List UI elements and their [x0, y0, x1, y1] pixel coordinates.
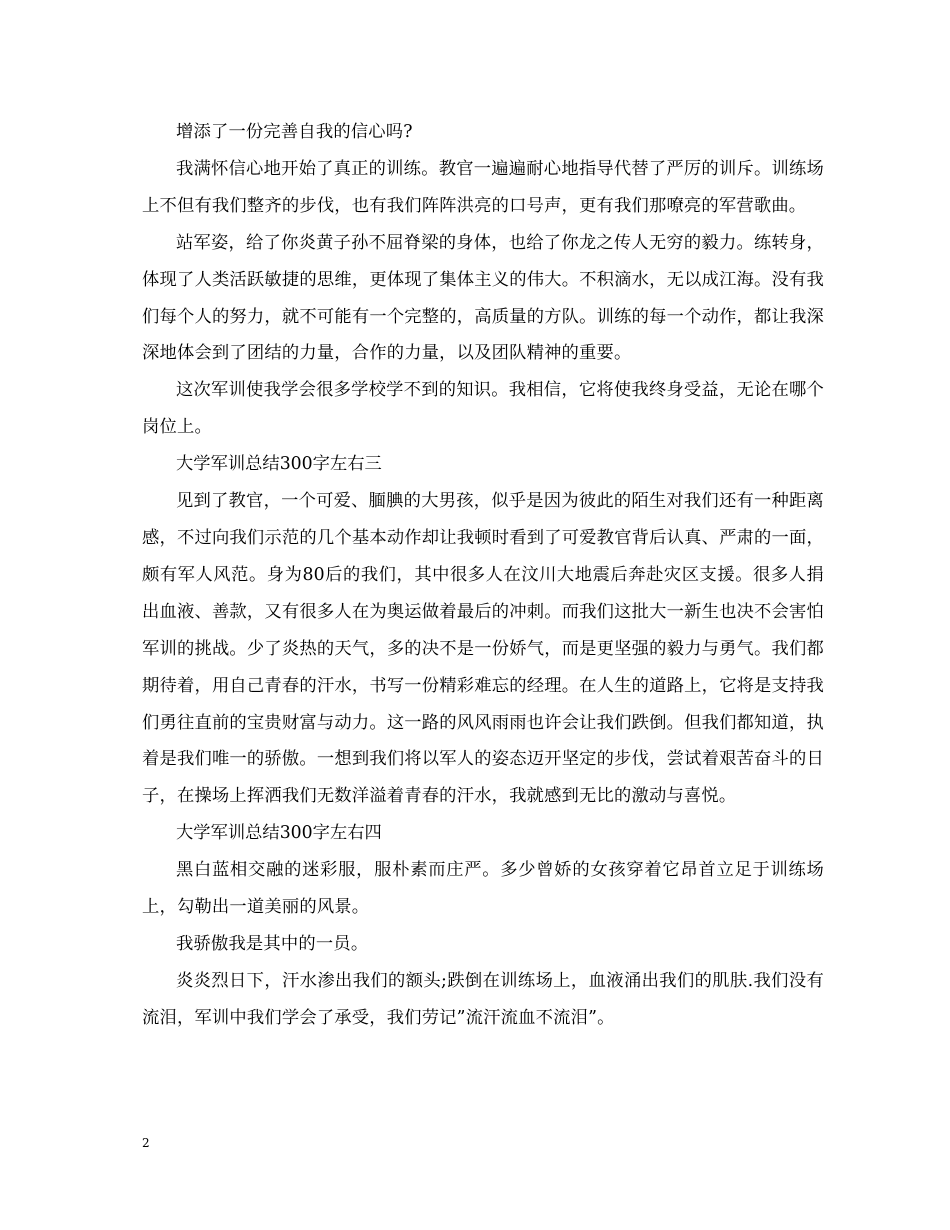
paragraph: 站军姿，给了你炎黄子孙不屈脊梁的身体，也给了你龙之传人无穷的毅力。练转身，体现了人类活跃敏捷的思维，更体现了集体主义的伟大。不积滴水，无以成江海。没有我们每个人的努力，就不可能有一个完整的，高质量的方队。训练的每一个动作，都让我深深地体会到了团结的力量，合作的力量，以及团队精神的重要。 — [142, 232, 824, 364]
paragraph: 这次军训使我学会很多学校学不到的知识。我相信，它将使我终身受益，无论在哪个岗位上。 — [142, 380, 824, 438]
section-heading: 大学军训总结300字左右四 — [176, 823, 382, 844]
paragraph: 我骄傲我是其中的一员。 — [176, 933, 369, 954]
document-body — [142, 114, 824, 1037]
paragraph: 黑白蓝相交融的迷彩服，服朴素而庄严。多少曾娇的女孩穿着它昂首立足于训练场上，勾勒出一道美丽的风景。 — [142, 860, 824, 918]
paragraph: 炎炎烈日下，汗水渗出我们的额头;跌倒在训练场上，血液涌出我们的肌肤.我们没有流泪，军训中我们学会了承受，我们劳记”流汗流血不流泪”。 — [142, 970, 824, 1028]
paragraph: 见到了教官，一个可爱、腼腆的大男孩，似乎是因为彼此的陌生对我们还有一种距离感，不过向我们示范的几个基本动作却让我顿时看到了可爱教官背后认真、严肃的一面，颇有军人风范。身为80后的我们，其中很多人在汶川大地震后奔赴灾区支援。很多人捐出血液、善款，又有很多人在为奥运做着最后的冲刺。而我们这批大一新生也决不会害怕军训的挑战。少了炎热的天气，多的决不是一份娇气，而是更坚强的毅力与勇气。我们都期待着，用自己青春的汗水，书写一份精彩难忘的经理。在人生的道路上，它将是支持我们勇往直前的宝贵财富与动力。这一路的风风雨雨也许会让我们跌倒。但我们都知道，执着是我们唯一的骄傲。一想到我们将以军人的姿态迈开坚定的步伐，尝试着艰苦奋斗的日子，在操场上挥洒我们无数洋溢着青春的汗水，我就感到无比的激动与喜悦。 — [142, 491, 824, 807]
page-number: 2 — [142, 1136, 150, 1150]
paragraph: 增添了一份完善自我的信心吗? — [176, 122, 413, 142]
section-heading: 大学军训总结300字左右三 — [176, 454, 382, 475]
paragraph: 我满怀信心地开始了真正的训练。教官一遍遍耐心地指导代替了严厉的训斥。训练场上不但有我们整齐的步伐，也有我们阵阵洪亮的口号声，更有我们那嘹亮的军营歌曲。 — [142, 158, 824, 216]
